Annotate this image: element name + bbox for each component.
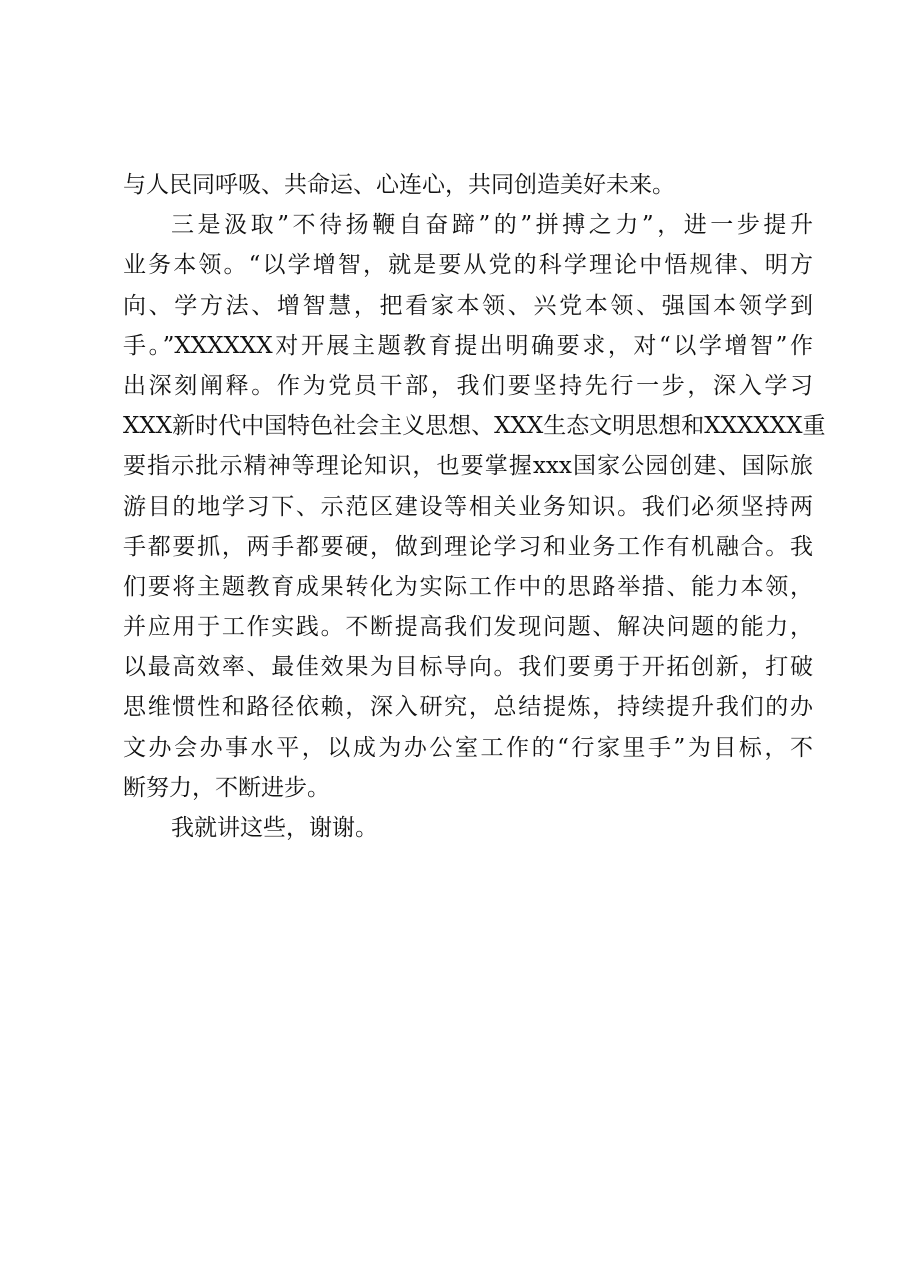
- text-line: 们要将主题教育成果转化为实际工作中的思路举措、能力本领，: [123, 573, 813, 600]
- text-line: 断努力，不断进步。: [123, 774, 330, 801]
- body-text: [123, 165, 826, 848]
- text-line: 文办会办事水平，以成为办公室工作的“行家里手”为目标，不: [123, 734, 813, 761]
- closing-line: 我就讲这些，谢谢。: [171, 815, 378, 841]
- text-line: 向、学方法、增智慧，把看家本领、兴党本领、强国本领学到: [123, 292, 813, 319]
- text-line: 思维惯性和路径依赖，深入研究，总结提炼，持续提升我们的办: [123, 694, 813, 721]
- text-line: 游目的地学习下、示范区建设等相关业务知识。我们必须坚持两: [123, 493, 813, 520]
- text-line: XXX新时代中国特色社会主义思想、XXX生态文明思想和XXXXXX重: [123, 413, 826, 440]
- text-line: 手都要抓，两手都要硬，做到理论学习和业务工作有机融合。我: [123, 533, 813, 560]
- text-line: 业务本领。“以学增智，就是要从党的科学理论中悟规律、明方: [123, 252, 813, 279]
- text-line: 要指示批示精神等理论知识，也要掌握xxx国家公园创建、国际旅: [123, 453, 813, 480]
- text-line: 三是汲取”不待扬鞭自奋蹄”的”拼搏之力”，进一步提升: [171, 212, 813, 239]
- text-line: 手。”XXXXXX对开展主题教育提出明确要求，对“以学增智”作: [123, 332, 813, 359]
- text-line: 以最高效率、最佳效果为目标导向。我们要勇于开拓创新，打破: [123, 654, 813, 681]
- text-line: 出深刻阐释。作为党员干部，我们要坚持先行一步，深入学习: [123, 372, 813, 399]
- text-line: 并应用于工作实践。不断提高我们发现问题、解决问题的能力，: [123, 614, 813, 641]
- text-line: 与人民同呼吸、共命运、心连心，共同创造美好未来。: [123, 172, 675, 198]
